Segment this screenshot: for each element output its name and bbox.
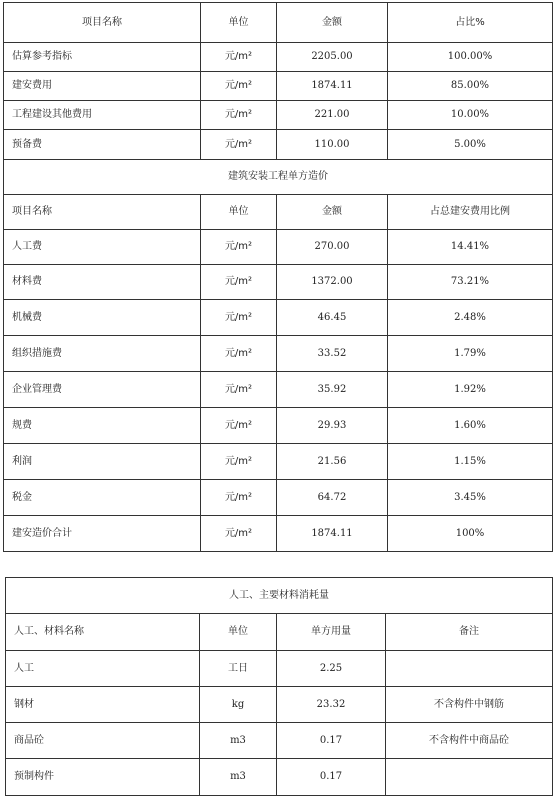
remarks [386,651,553,687]
header-item-name: 项目名称 [4,195,201,230]
header-unit: 单位 [201,195,277,230]
table-row [4,230,553,265]
amount: 46.45 [277,300,388,336]
unit: 元/m² [201,480,277,516]
amount: 35.92 [277,372,388,408]
table-row [6,723,553,759]
item-name: 规费 [4,408,201,444]
item-name: 人工费 [4,230,201,265]
table-row [4,265,553,300]
amount: 1874.11 [277,516,388,552]
unit: 元/m² [201,516,277,552]
ratio: 1.92% [388,372,553,408]
amount: 221.00 [277,101,388,130]
ratio: 10.00% [388,101,553,130]
amount: 110.00 [277,130,388,160]
header-ratio: 占比% [388,3,553,43]
header-ratio: 占总建安费用比例 [388,195,553,230]
table-row [4,300,553,336]
table-header-row [6,614,553,651]
table-row [4,101,553,130]
unit: m3 [200,759,277,796]
material-name: 商品砼 [6,723,200,759]
table-row-total [4,516,553,552]
ratio: 73.21% [388,265,553,300]
ratio: 5.00% [388,130,553,160]
header-item-name: 项目名称 [4,3,201,43]
header-unit: 单位 [200,614,277,651]
ratio: 1.15% [388,444,553,480]
table-row [4,480,553,516]
section-title-row [4,160,553,195]
item-name: 工程建设其他费用 [4,101,201,130]
table-row [4,444,553,480]
unit: 元/m² [201,408,277,444]
table-row [4,408,553,444]
ratio: 1.60% [388,408,553,444]
item-name: 估算参考指标 [4,43,201,72]
unit: 元/m² [201,130,277,160]
material-name: 预制构件 [6,759,200,796]
item-name: 税金 [4,480,201,516]
ratio: 100.00% [388,43,553,72]
amount: 270.00 [277,230,388,265]
unit-usage: 2.25 [277,651,386,687]
unit: 元/m² [201,43,277,72]
table-row [6,651,553,687]
unit: m3 [200,723,277,759]
unit: 元/m² [201,72,277,101]
ratio: 2.48% [388,300,553,336]
item-name: 建安造价合计 [4,516,201,552]
ratio: 14.41% [388,230,553,265]
amount: 21.56 [277,444,388,480]
unit: 工日 [200,651,277,687]
table-row [6,687,553,723]
header-amount: 金额 [277,3,388,43]
table-row [4,72,553,101]
item-name: 组织措施费 [4,336,201,372]
header-unit: 单位 [201,3,277,43]
remarks: 不含构件中钢筋 [386,687,553,723]
unit: 元/m² [201,265,277,300]
amount: 64.72 [277,480,388,516]
amount: 33.52 [277,336,388,372]
ratio: 1.79% [388,336,553,372]
material-name: 人工 [6,651,200,687]
table-header-row [4,3,553,43]
item-name: 机械费 [4,300,201,336]
unit-usage: 0.17 [277,759,386,796]
unit: 元/m² [201,336,277,372]
ratio: 85.00% [388,72,553,101]
material-consumption-table [5,577,553,796]
amount: 2205.00 [277,43,388,72]
unit-usage: 23.32 [277,687,386,723]
unit-usage: 0.17 [277,723,386,759]
amount: 29.93 [277,408,388,444]
section-title: 建筑安装工程单方造价 [4,160,553,195]
unit: kg [200,687,277,723]
unit: 元/m² [201,300,277,336]
amount: 1372.00 [277,265,388,300]
table-header-row [4,195,553,230]
header-material-name: 人工、材料名称 [6,614,200,651]
header-unit-usage: 单方用量 [277,614,386,651]
remarks: 不含构件中商品砼 [386,723,553,759]
item-name: 建安费用 [4,72,201,101]
unit: 元/m² [201,444,277,480]
table-row [6,759,553,796]
item-name: 利润 [4,444,201,480]
remarks [386,759,553,796]
unit: 元/m² [201,101,277,130]
unit: 元/m² [201,372,277,408]
item-name: 企业管理费 [4,372,201,408]
material-name: 钢材 [6,687,200,723]
table-row [4,372,553,408]
item-name: 预备费 [4,130,201,160]
table-title-row [6,578,553,614]
cost-index-table [3,2,553,552]
table-row [4,130,553,160]
table-row [4,43,553,72]
amount: 1874.11 [277,72,388,101]
header-amount: 金额 [277,195,388,230]
table-title: 人工、主要材料消耗量 [6,578,553,614]
item-name: 材料费 [4,265,201,300]
unit: 元/m² [201,230,277,265]
ratio: 100% [388,516,553,552]
ratio: 3.45% [388,480,553,516]
table-row [4,336,553,372]
header-remarks: 备注 [386,614,553,651]
